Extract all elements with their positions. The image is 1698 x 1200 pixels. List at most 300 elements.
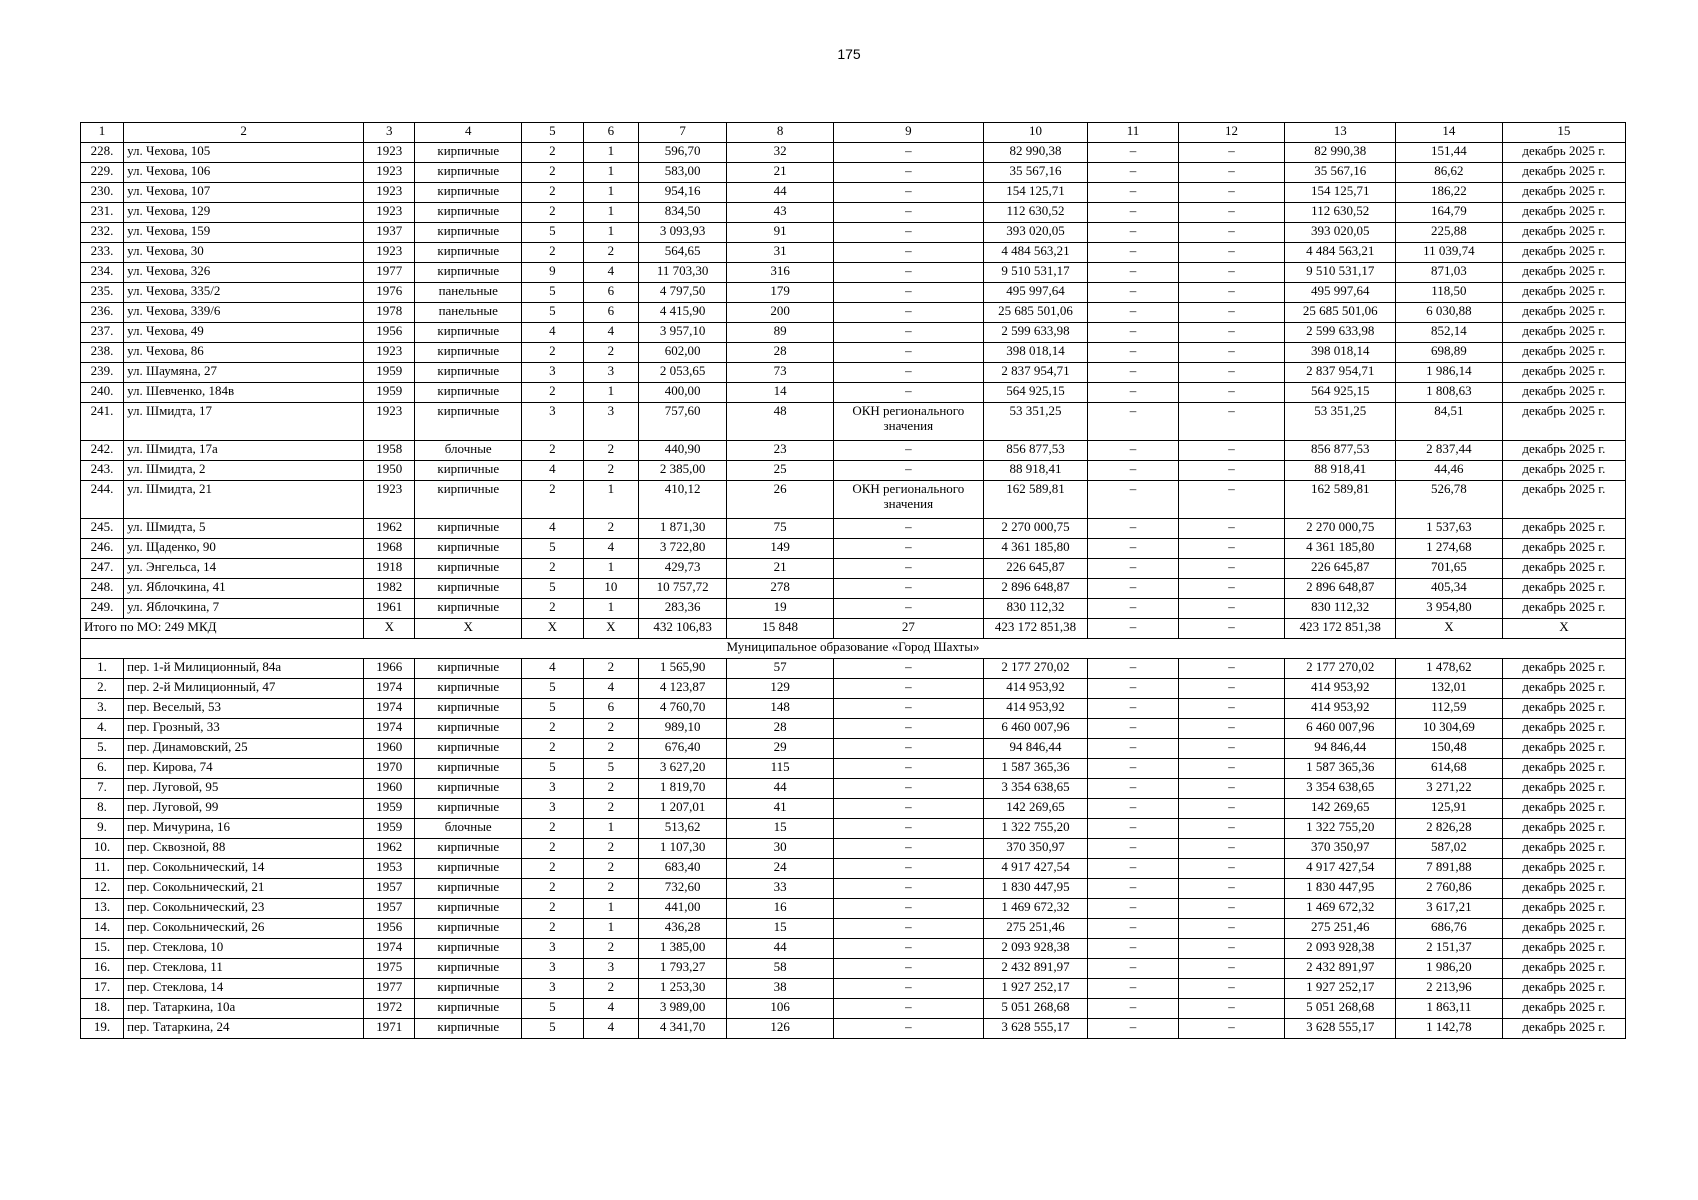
table-row <box>81 879 1626 899</box>
table-cell: 4 <box>583 539 638 559</box>
table-cell: 398 018,14 <box>1285 343 1396 363</box>
table-cell: 41 <box>727 799 834 819</box>
table-cell: 856 877,53 <box>983 441 1088 461</box>
table-cell: – <box>833 303 983 323</box>
table-cell: 29 <box>727 739 834 759</box>
table-cell: кирпичные <box>415 363 522 383</box>
table-cell: 241. <box>81 403 124 441</box>
table-cell: – <box>833 283 983 303</box>
table-cell: 1918 <box>364 559 415 579</box>
table-cell: – <box>1178 919 1285 939</box>
table-cell: 27 <box>833 619 983 639</box>
table-row <box>81 519 1626 539</box>
table-cell: – <box>1178 759 1285 779</box>
table-row <box>81 939 1626 959</box>
table-cell: пер. Мичурина, 16 <box>124 819 364 839</box>
table-cell: 405,34 <box>1396 579 1503 599</box>
table-cell: декабрь 2025 г. <box>1502 203 1625 223</box>
table-cell: 2 177 270,02 <box>983 659 1088 679</box>
table-cell: 4 123,87 <box>639 679 727 699</box>
table-cell: 4 415,90 <box>639 303 727 323</box>
table-cell: 1 <box>583 819 638 839</box>
table-cell: 226 645,87 <box>1285 559 1396 579</box>
table-cell: кирпичные <box>415 839 522 859</box>
table-cell: 9. <box>81 819 124 839</box>
table-cell: 10. <box>81 839 124 859</box>
table-cell: 3 957,10 <box>639 323 727 343</box>
table-cell: – <box>1178 539 1285 559</box>
table-cell: – <box>1178 859 1285 879</box>
table-cell: пер. 1-й Милиционный, 84а <box>124 659 364 679</box>
table-cell: – <box>833 559 983 579</box>
table-cell: 4 361 185,80 <box>983 539 1088 559</box>
table-cell: кирпичные <box>415 143 522 163</box>
table-cell: 1 274,68 <box>1396 539 1503 559</box>
table-cell: 393 020,05 <box>1285 223 1396 243</box>
table-cell: 2 <box>583 939 638 959</box>
table-cell: X <box>1396 619 1503 639</box>
table-cell: 7 891,88 <box>1396 859 1503 879</box>
table-cell: кирпичные <box>415 559 522 579</box>
table-row <box>81 739 1626 759</box>
table-cell: – <box>1088 323 1178 343</box>
table-cell: – <box>1088 163 1178 183</box>
table-cell: 2 <box>583 659 638 679</box>
table-cell: 370 350,97 <box>1285 839 1396 859</box>
table-cell: пер. Веселый, 53 <box>124 699 364 719</box>
table-cell: пер. 2-й Милиционный, 47 <box>124 679 364 699</box>
table-cell: 15 <box>727 919 834 939</box>
table-cell: – <box>1088 539 1178 559</box>
table-cell: – <box>1178 959 1285 979</box>
table-cell: декабрь 2025 г. <box>1502 739 1625 759</box>
table-cell: 1974 <box>364 719 415 739</box>
table-cell: 526,78 <box>1396 481 1503 519</box>
table-row <box>81 163 1626 183</box>
table-cell: 246. <box>81 539 124 559</box>
table-cell: 2 <box>522 163 584 183</box>
table-cell: 1 142,78 <box>1396 1019 1503 1039</box>
table-cell: декабрь 2025 г. <box>1502 1019 1625 1039</box>
table-cell: 414 953,92 <box>1285 699 1396 719</box>
table-cell: 3 <box>364 123 415 143</box>
table-cell: декабрь 2025 г. <box>1502 383 1625 403</box>
table-cell: 686,76 <box>1396 919 1503 939</box>
table-cell: 244. <box>81 481 124 519</box>
table-row <box>81 839 1626 859</box>
table-cell: – <box>833 699 983 719</box>
table-cell: пер. Стеклова, 14 <box>124 979 364 999</box>
table-cell: 1 <box>583 559 638 579</box>
table-cell: 1 587 365,36 <box>983 759 1088 779</box>
table-cell: 393 020,05 <box>983 223 1088 243</box>
table-cell: декабрь 2025 г. <box>1502 403 1625 441</box>
table-cell: кирпичные <box>415 959 522 979</box>
table-cell: 21 <box>727 559 834 579</box>
table-cell: ул. Шмидта, 17а <box>124 441 364 461</box>
table-cell: 370 350,97 <box>983 839 1088 859</box>
table-cell: пер. Динамовский, 25 <box>124 739 364 759</box>
table-cell: 2 053,65 <box>639 363 727 383</box>
table-cell: пер. Сокольнический, 26 <box>124 919 364 939</box>
table-cell: 86,62 <box>1396 163 1503 183</box>
table-cell: декабрь 2025 г. <box>1502 679 1625 699</box>
table-cell: декабрь 2025 г. <box>1502 879 1625 899</box>
table-cell: – <box>1088 679 1178 699</box>
table-cell: 9 510 531,17 <box>983 263 1088 283</box>
table-row <box>81 383 1626 403</box>
table-cell: – <box>1178 343 1285 363</box>
table-cell: 2 093 928,38 <box>983 939 1088 959</box>
table-cell: 3 <box>522 979 584 999</box>
table-cell: 15 848 <box>727 619 834 639</box>
table-cell: – <box>1178 559 1285 579</box>
table-cell: 495 997,64 <box>983 283 1088 303</box>
table-cell: – <box>1178 619 1285 639</box>
table-cell: декабрь 2025 г. <box>1502 343 1625 363</box>
table-cell: панельные <box>415 283 522 303</box>
table-cell: – <box>1178 383 1285 403</box>
table-cell: 2 <box>522 879 584 899</box>
table-cell: декабрь 2025 г. <box>1502 539 1625 559</box>
table-cell: 164,79 <box>1396 203 1503 223</box>
table-cell: 1 830 447,95 <box>1285 879 1396 899</box>
table-cell: – <box>1178 363 1285 383</box>
table-cell: 13. <box>81 899 124 919</box>
table-cell: 1 207,01 <box>639 799 727 819</box>
table-cell: 1923 <box>364 403 415 441</box>
table-cell: 2 837 954,71 <box>1285 363 1396 383</box>
table-cell: 44 <box>727 779 834 799</box>
table-cell: 248. <box>81 579 124 599</box>
table-cell: 132,01 <box>1396 679 1503 699</box>
table-cell: 242. <box>81 441 124 461</box>
table-cell: 830 112,32 <box>1285 599 1396 619</box>
table-cell: 1923 <box>364 343 415 363</box>
table-cell: 6 460 007,96 <box>1285 719 1396 739</box>
table-cell: 118,50 <box>1396 283 1503 303</box>
table-cell: кирпичные <box>415 1019 522 1039</box>
table-cell: – <box>1088 303 1178 323</box>
table-cell: 830 112,32 <box>983 599 1088 619</box>
table-row <box>81 343 1626 363</box>
table-cell: 25 <box>727 461 834 481</box>
table-cell: декабрь 2025 г. <box>1502 719 1625 739</box>
table-cell: 436,28 <box>639 919 727 939</box>
table-cell: 2 599 633,98 <box>983 323 1088 343</box>
table-cell: 12 <box>1178 123 1285 143</box>
table-cell: декабрь 2025 г. <box>1502 441 1625 461</box>
table-cell: 2 <box>522 441 584 461</box>
table-cell: – <box>833 441 983 461</box>
table-row <box>81 143 1626 163</box>
table-cell: – <box>1088 143 1178 163</box>
table-cell: 6. <box>81 759 124 779</box>
table-cell: 9 <box>522 263 584 283</box>
table-cell: декабрь 2025 г. <box>1502 519 1625 539</box>
table-cell: 1 537,63 <box>1396 519 1503 539</box>
table-cell: 2 599 633,98 <box>1285 323 1396 343</box>
table-cell: – <box>833 959 983 979</box>
table-cell: декабрь 2025 г. <box>1502 779 1625 799</box>
table-cell: 1 107,30 <box>639 839 727 859</box>
table-cell: 1975 <box>364 959 415 979</box>
table-row <box>81 659 1626 679</box>
table-cell: кирпичные <box>415 539 522 559</box>
table-cell: 82 990,38 <box>1285 143 1396 163</box>
table-row <box>81 461 1626 481</box>
table-cell: – <box>833 739 983 759</box>
table-cell: пер. Сокольнический, 14 <box>124 859 364 879</box>
table-cell: 2 151,37 <box>1396 939 1503 959</box>
table-cell: 162 589,81 <box>1285 481 1396 519</box>
table-row <box>81 1019 1626 1039</box>
table-cell: – <box>833 383 983 403</box>
table-cell: ул. Щаденко, 90 <box>124 539 364 559</box>
table-cell: 4 <box>583 1019 638 1039</box>
table-cell: 3 <box>522 959 584 979</box>
table-cell: 2 <box>522 899 584 919</box>
table-cell: 440,90 <box>639 441 727 461</box>
table-cell: 232. <box>81 223 124 243</box>
table-cell: 2 <box>522 599 584 619</box>
table-row <box>81 559 1626 579</box>
table-cell: – <box>1088 619 1178 639</box>
table-row <box>81 579 1626 599</box>
table-cell: – <box>833 819 983 839</box>
table-cell: 9 510 531,17 <box>1285 263 1396 283</box>
table-cell: – <box>1088 519 1178 539</box>
table-cell: 233. <box>81 243 124 263</box>
table-cell: 1 <box>583 481 638 519</box>
table-cell: 1923 <box>364 163 415 183</box>
table-cell: 4 <box>522 659 584 679</box>
table-cell: 852,14 <box>1396 323 1503 343</box>
municipality-title-row <box>81 639 1626 659</box>
table-cell: 4 <box>583 263 638 283</box>
table-cell: 6 <box>583 303 638 323</box>
table-cell: 757,60 <box>639 403 727 441</box>
table-cell: 4 <box>415 123 522 143</box>
table-cell: декабрь 2025 г. <box>1502 659 1625 679</box>
table-cell: 3 617,21 <box>1396 899 1503 919</box>
table-cell: ул. Чехова, 335/2 <box>124 283 364 303</box>
table-cell: 2 837,44 <box>1396 441 1503 461</box>
table-cell: декабрь 2025 г. <box>1502 959 1625 979</box>
table-cell: 18. <box>81 999 124 1019</box>
table-cell: декабрь 2025 г. <box>1502 859 1625 879</box>
table-cell: 2 <box>583 519 638 539</box>
table-cell: – <box>833 461 983 481</box>
table-cell: 1962 <box>364 839 415 859</box>
table-cell: 1956 <box>364 919 415 939</box>
table-cell: 240. <box>81 383 124 403</box>
table-cell: 3 989,00 <box>639 999 727 1019</box>
table-cell: – <box>1178 999 1285 1019</box>
table-cell: кирпичные <box>415 203 522 223</box>
table-cell: 38 <box>727 979 834 999</box>
table-cell: 245. <box>81 519 124 539</box>
table-cell: 1 322 755,20 <box>1285 819 1396 839</box>
table-cell: декабрь 2025 г. <box>1502 819 1625 839</box>
table-cell: 732,60 <box>639 879 727 899</box>
table-cell: – <box>1178 163 1285 183</box>
table-cell: декабрь 2025 г. <box>1502 283 1625 303</box>
table-row <box>81 799 1626 819</box>
table-cell: – <box>1088 441 1178 461</box>
table-cell: 3 722,80 <box>639 539 727 559</box>
table-cell: 44,46 <box>1396 461 1503 481</box>
table-cell: 871,03 <box>1396 263 1503 283</box>
table-cell: декабрь 2025 г. <box>1502 481 1625 519</box>
table-cell: – <box>833 679 983 699</box>
table-cell: кирпичные <box>415 343 522 363</box>
table-cell: X <box>415 619 522 639</box>
table-cell: – <box>1088 659 1178 679</box>
table-cell: – <box>833 899 983 919</box>
table-cell: – <box>1178 939 1285 959</box>
table-cell: 2 <box>522 739 584 759</box>
table-row <box>81 719 1626 739</box>
table-row <box>81 183 1626 203</box>
table-cell: 5 <box>583 759 638 779</box>
table-cell: декабрь 2025 г. <box>1502 323 1625 343</box>
table-cell: 243. <box>81 461 124 481</box>
table-cell: 1959 <box>364 383 415 403</box>
table-cell: – <box>1178 899 1285 919</box>
table-cell: 11. <box>81 859 124 879</box>
municipality-title: Муниципальное образование «Город Шахты» <box>81 639 1626 659</box>
table-cell: 2 <box>583 739 638 759</box>
table-row <box>81 223 1626 243</box>
table-cell: ул. Чехова, 339/6 <box>124 303 364 323</box>
table-cell: X <box>1502 619 1625 639</box>
table-cell: 3 628 555,17 <box>983 1019 1088 1039</box>
table-cell: 179 <box>727 283 834 303</box>
table-cell: ул. Чехова, 129 <box>124 203 364 223</box>
table-cell: 414 953,92 <box>983 699 1088 719</box>
table-cell: 3 <box>583 959 638 979</box>
table-cell: 112,59 <box>1396 699 1503 719</box>
table-header-row <box>81 123 1626 143</box>
table-cell: 48 <box>727 403 834 441</box>
table-cell: 2. <box>81 679 124 699</box>
table-cell: 89 <box>727 323 834 343</box>
table-cell: 954,16 <box>639 183 727 203</box>
table-row <box>81 899 1626 919</box>
table-cell: – <box>1178 183 1285 203</box>
table-cell: 1976 <box>364 283 415 303</box>
table-cell: декабрь 2025 г. <box>1502 163 1625 183</box>
table-cell: 410,12 <box>639 481 727 519</box>
table-cell: 1 469 672,32 <box>1285 899 1396 919</box>
table-cell: 31 <box>727 243 834 263</box>
table-cell: – <box>1088 183 1178 203</box>
table-cell: 1. <box>81 659 124 679</box>
table-cell: 400,00 <box>639 383 727 403</box>
table-cell: 2 <box>583 879 638 899</box>
table-cell: 1959 <box>364 799 415 819</box>
table-cell: кирпичные <box>415 519 522 539</box>
table-row <box>81 441 1626 461</box>
table-cell: 1974 <box>364 699 415 719</box>
table-cell: блочные <box>415 441 522 461</box>
table-cell: 1 <box>583 203 638 223</box>
table-cell: 1 478,62 <box>1396 659 1503 679</box>
table-cell: 10 <box>983 123 1088 143</box>
table-cell: 2 896 648,87 <box>1285 579 1396 599</box>
table-cell: 1972 <box>364 999 415 1019</box>
table-cell: 2 385,00 <box>639 461 727 481</box>
table-cell: – <box>833 999 983 1019</box>
table-cell: 3 093,93 <box>639 223 727 243</box>
table-cell: 148 <box>727 699 834 719</box>
table-cell: декабрь 2025 г. <box>1502 699 1625 719</box>
table-cell: 126 <box>727 1019 834 1039</box>
table-cell: 200 <box>727 303 834 323</box>
table-cell: 1959 <box>364 363 415 383</box>
table-cell: 2 432 891,97 <box>1285 959 1396 979</box>
table-cell: 1971 <box>364 1019 415 1039</box>
table-row <box>81 699 1626 719</box>
table-cell: 235. <box>81 283 124 303</box>
table-cell: кирпичные <box>415 163 522 183</box>
table-cell: кирпичные <box>415 859 522 879</box>
table-cell: 834,50 <box>639 203 727 223</box>
table-cell: – <box>1088 283 1178 303</box>
table-cell: 5 <box>522 579 584 599</box>
table-cell: 1966 <box>364 659 415 679</box>
table-cell: 43 <box>727 203 834 223</box>
table-cell: декабрь 2025 г. <box>1502 839 1625 859</box>
table-cell: 3 <box>522 403 584 441</box>
table-cell: – <box>833 183 983 203</box>
table-cell: 1 863,11 <box>1396 999 1503 1019</box>
table-row <box>81 919 1626 939</box>
table-cell: 53 351,25 <box>1285 403 1396 441</box>
table-cell: – <box>1178 679 1285 699</box>
table-cell: декабрь 2025 г. <box>1502 799 1625 819</box>
table-cell: 513,62 <box>639 819 727 839</box>
table-cell: декабрь 2025 г. <box>1502 919 1625 939</box>
table-cell: 44 <box>727 939 834 959</box>
table-cell: 11 703,30 <box>639 263 727 283</box>
table-cell: – <box>1178 323 1285 343</box>
table-cell: 3 628 555,17 <box>1285 1019 1396 1039</box>
table-cell: – <box>1178 223 1285 243</box>
table-cell: кирпичные <box>415 719 522 739</box>
table-cell: 2 270 000,75 <box>1285 519 1396 539</box>
table-cell: 2 177 270,02 <box>1285 659 1396 679</box>
table-cell: 3 354 638,65 <box>1285 779 1396 799</box>
table-cell: 1982 <box>364 579 415 599</box>
table-cell: – <box>1088 939 1178 959</box>
table-cell: 564,65 <box>639 243 727 263</box>
table-cell: 14. <box>81 919 124 939</box>
table-cell: декабрь 2025 г. <box>1502 263 1625 283</box>
table-cell: 1 <box>583 183 638 203</box>
table-cell: 162 589,81 <box>983 481 1088 519</box>
table-cell: – <box>1088 859 1178 879</box>
table-cell: 1 808,63 <box>1396 383 1503 403</box>
table-cell: декабрь 2025 г. <box>1502 899 1625 919</box>
table-cell: – <box>833 779 983 799</box>
table-row <box>81 999 1626 1019</box>
table-cell: – <box>1088 579 1178 599</box>
table-cell: 1 <box>583 599 638 619</box>
table-cell: декабрь 2025 г. <box>1502 183 1625 203</box>
table-cell: Итого по МО: 249 МКД <box>81 619 364 639</box>
